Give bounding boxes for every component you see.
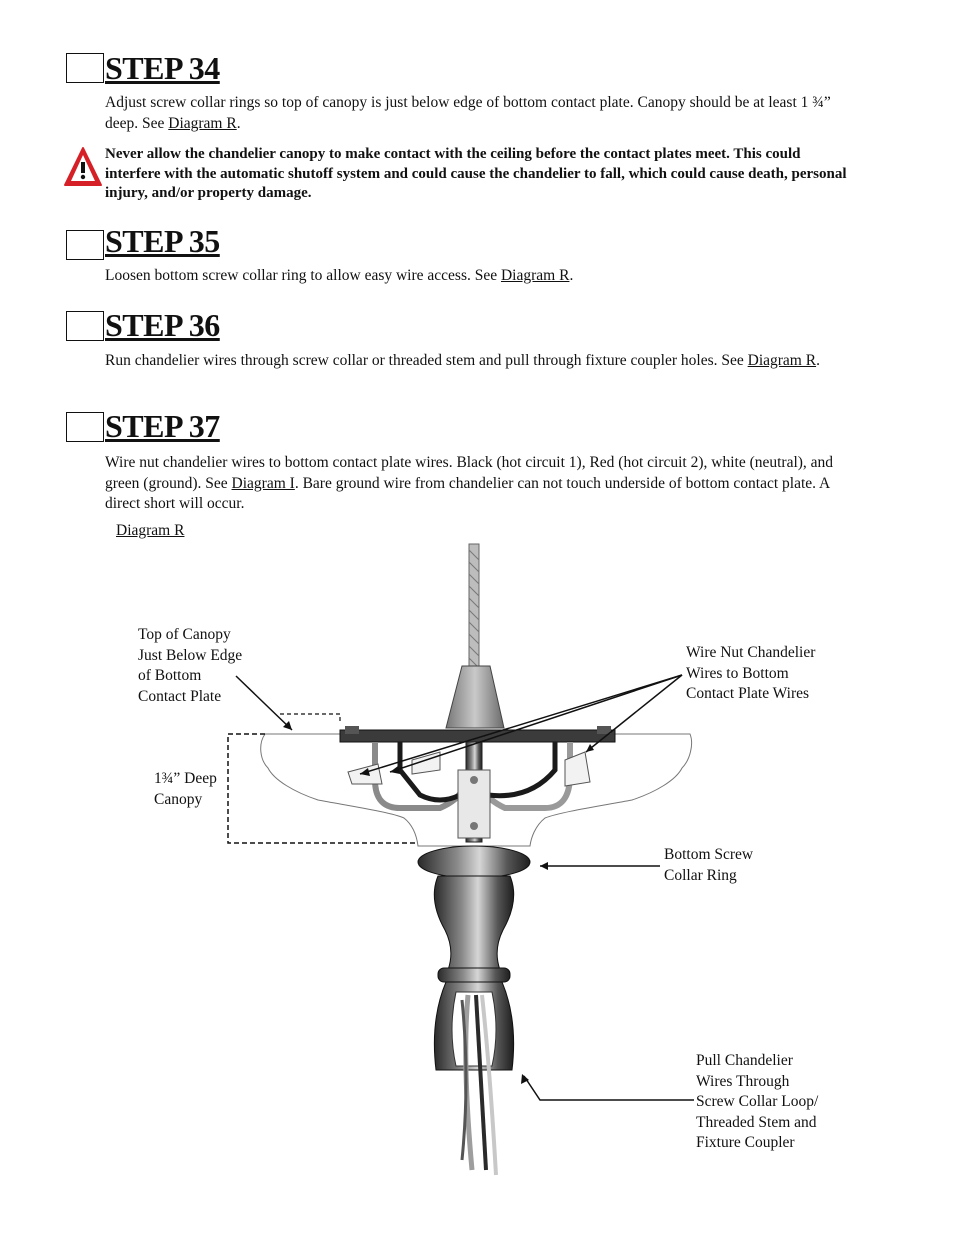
bottom-screw-collar-ring <box>418 846 530 878</box>
diagram-i-link[interactable]: Diagram I <box>231 474 295 492</box>
label-pull-wires: Pull Chandelier Wires Through Screw Collar Loop/ Threaded Stem and Fixture Coupler <box>696 1052 819 1151</box>
diagram-r-link[interactable]: Diagram R <box>747 352 817 369</box>
bottom-contact-plate <box>340 730 615 742</box>
diagram-r-link[interactable]: Diagram R <box>500 267 570 284</box>
step-36-text: Run chandelier wires through screw collar or threaded stem and pull through fixture coupler holes. See Diagram R. <box>105 352 820 369</box>
step-35-title: STEP 35 <box>105 223 220 259</box>
label-wire-nut: Wire Nut Chandelier Wires to Bottom Contact Plate Wires <box>686 644 816 702</box>
diagram-caption: Diagram R <box>116 522 185 539</box>
step-34-title: STEP 34 <box>105 50 220 86</box>
label-top-canopy: Top of Canopy Just Below Edge of Bottom Contact Plate <box>138 626 243 705</box>
step-34-text: Adjust screw collar rings so top of canopy is just below edge of bottom contact plate. Canopy should be at least 1 ¾” deep. See Diagram R. <box>105 94 831 132</box>
label-bottom-screw: Bottom Screw Collar Ring <box>664 846 754 884</box>
step-37-text: Wire nut chandelier wires to bottom contact plate wires. Black (hot circuit 1), Red (hot circuit 2), white (neutral), and green (ground). See Diagram I. Bare ground wire from chandelier can not touch underside of bottom contact plate. A direct short will occur. <box>105 454 834 512</box>
cone <box>446 666 504 728</box>
label-canopy-depth: 1¾” Deep Canopy <box>154 770 217 808</box>
step-37-title: STEP 37 <box>105 408 220 444</box>
step-35-text: Loosen bottom screw collar ring to allow easy wire access. See Diagram R. <box>105 267 574 284</box>
step-36-title: STEP 36 <box>105 307 220 343</box>
warning-text: Never allow the chandelier canopy to make contact with the ceiling before the contact plates meet. This could interfere with the automatic shutoff system and could cause the chandelier to fall, which could cause death, personal injury, and/or property damage. <box>105 146 847 201</box>
diagram-r-link[interactable]: Diagram R <box>168 114 237 132</box>
support-cable <box>469 544 479 668</box>
